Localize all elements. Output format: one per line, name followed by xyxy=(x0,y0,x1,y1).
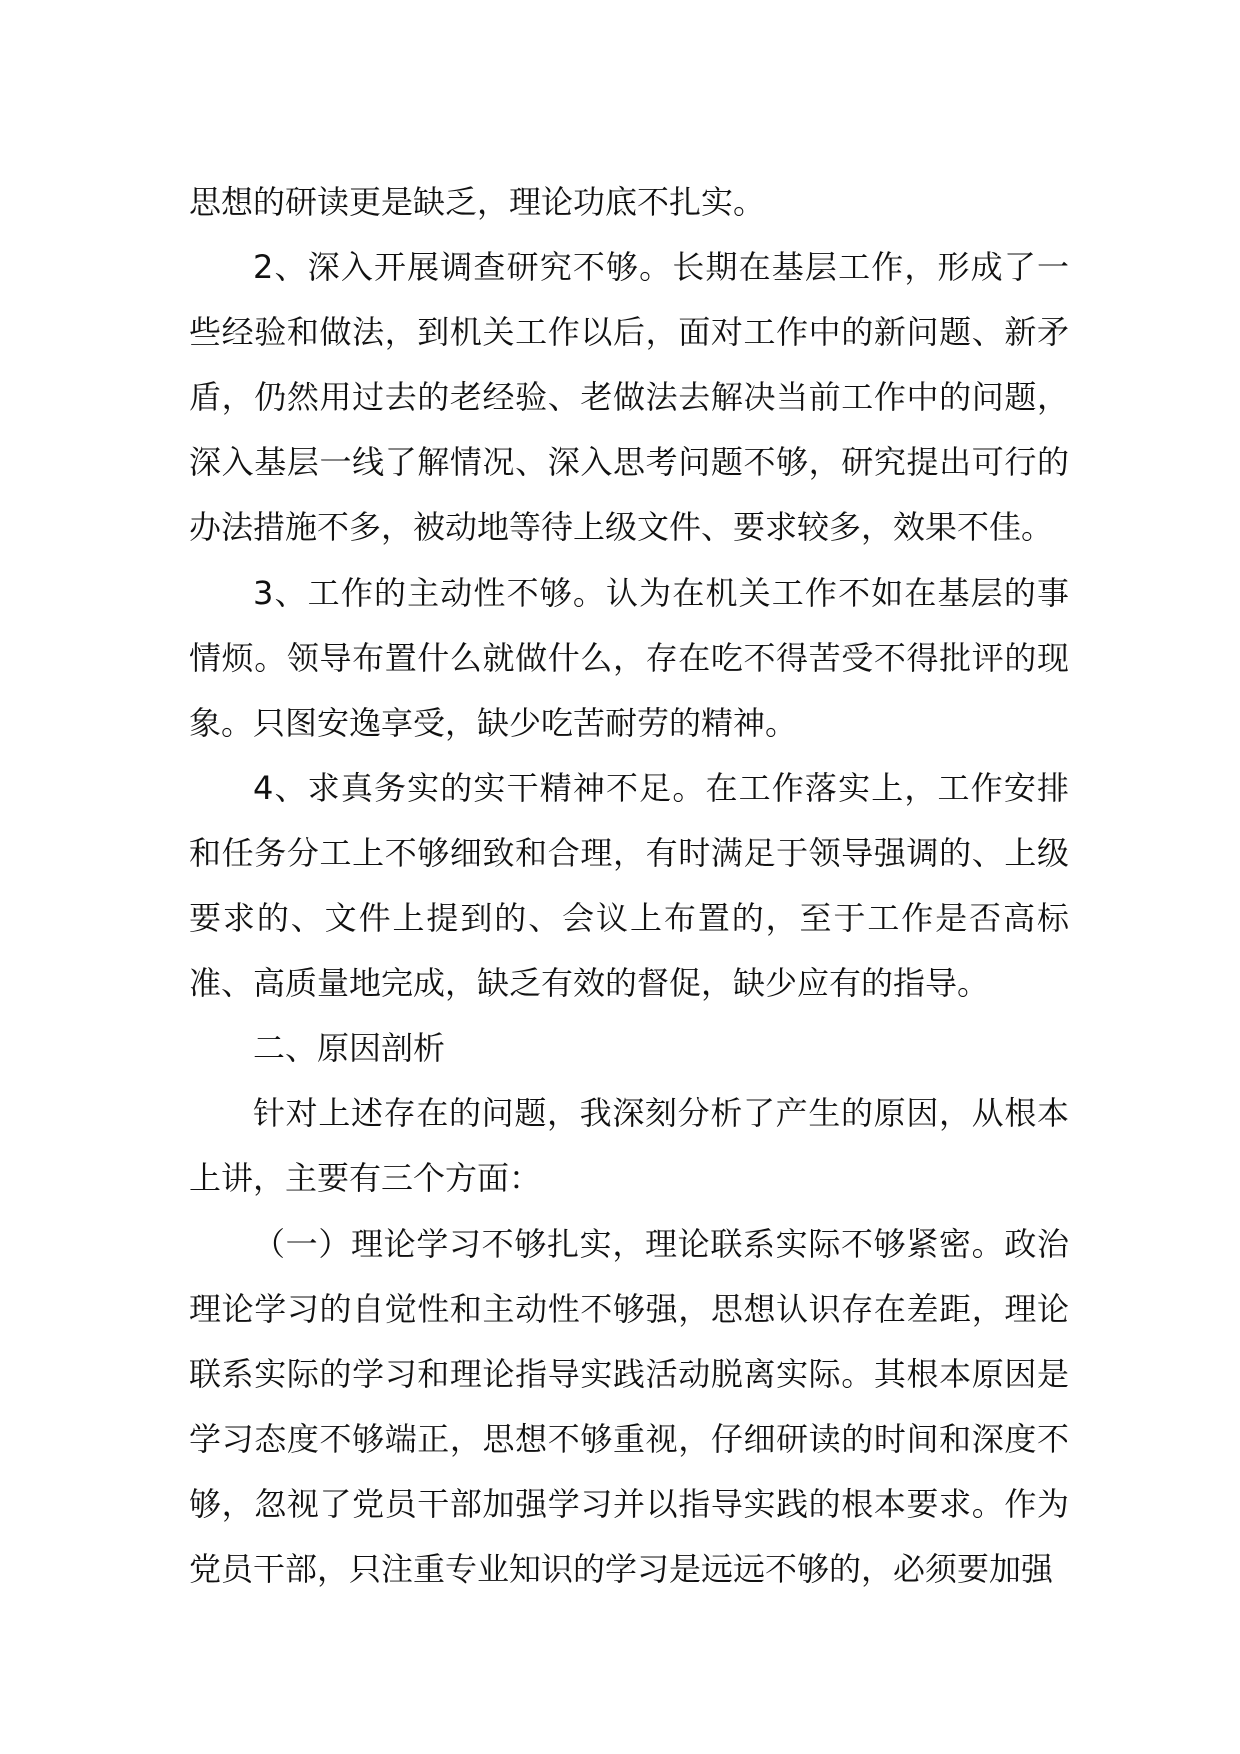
paragraph-item-4: 4、求真务实的实干精神不足。在工作落实上，工作安排和任务分工上不够细致和合理，有时满足于领导强调的、上级要求的、文件上提到的、会议上布置的，至于工作是否高标准、高质量地完成，缺乏有效的督促，缺少应有的指导。 xyxy=(189,768,1069,1003)
paragraph-intro: 针对上述存在的问题，我深刻分析了产生的原因，从根本上讲，主要有三个方面： xyxy=(189,1094,1069,1198)
section-heading-cause-analysis: 二、原因剖析 xyxy=(253,1029,446,1068)
paragraph-item-2: 2、深入开展调查研究不够。长期在基层工作，形成了一些经验和做法，到机关工作以后，面对工作中的新问题、新矛盾，仍然用过去的老经验、老做法去解决当前工作中的问题，深入基层一线了解情况、深入思考问题不够，研究提出可行的办法措施不多，被动地等待上级文件、要求较多，效果不佳。 xyxy=(189,248,1069,547)
document-body xyxy=(189,170,1069,1602)
paragraph-item-3: 3、工作的主动性不够。认为在机关工作不如在基层的事情烦。领导布置什么就做什么，存在吃不得苦受不得批评的现象。只图安逸享受，缺少吃苦耐劳的精神。 xyxy=(189,573,1069,742)
paragraph-continuation: 思想的研读更是缺乏，理论功底不扎实。 xyxy=(189,183,766,221)
paragraph-subsection-1: （一）理论学习不够扎实，理论联系实际不够紧密。政治理论学习的自觉性和主动性不够强，思想认识存在差距，理论联系实际的学习和理论指导实践活动脱离实际。其根本原因是学习态度不够端正，思想不够重视，仔细研读的时间和深度不够，忽视了党员干部加强学习并以指导实践的根本要求。作为党员干部，只注重专业知识的学习是远远不够的，必须要加强 xyxy=(189,1224,1069,1588)
